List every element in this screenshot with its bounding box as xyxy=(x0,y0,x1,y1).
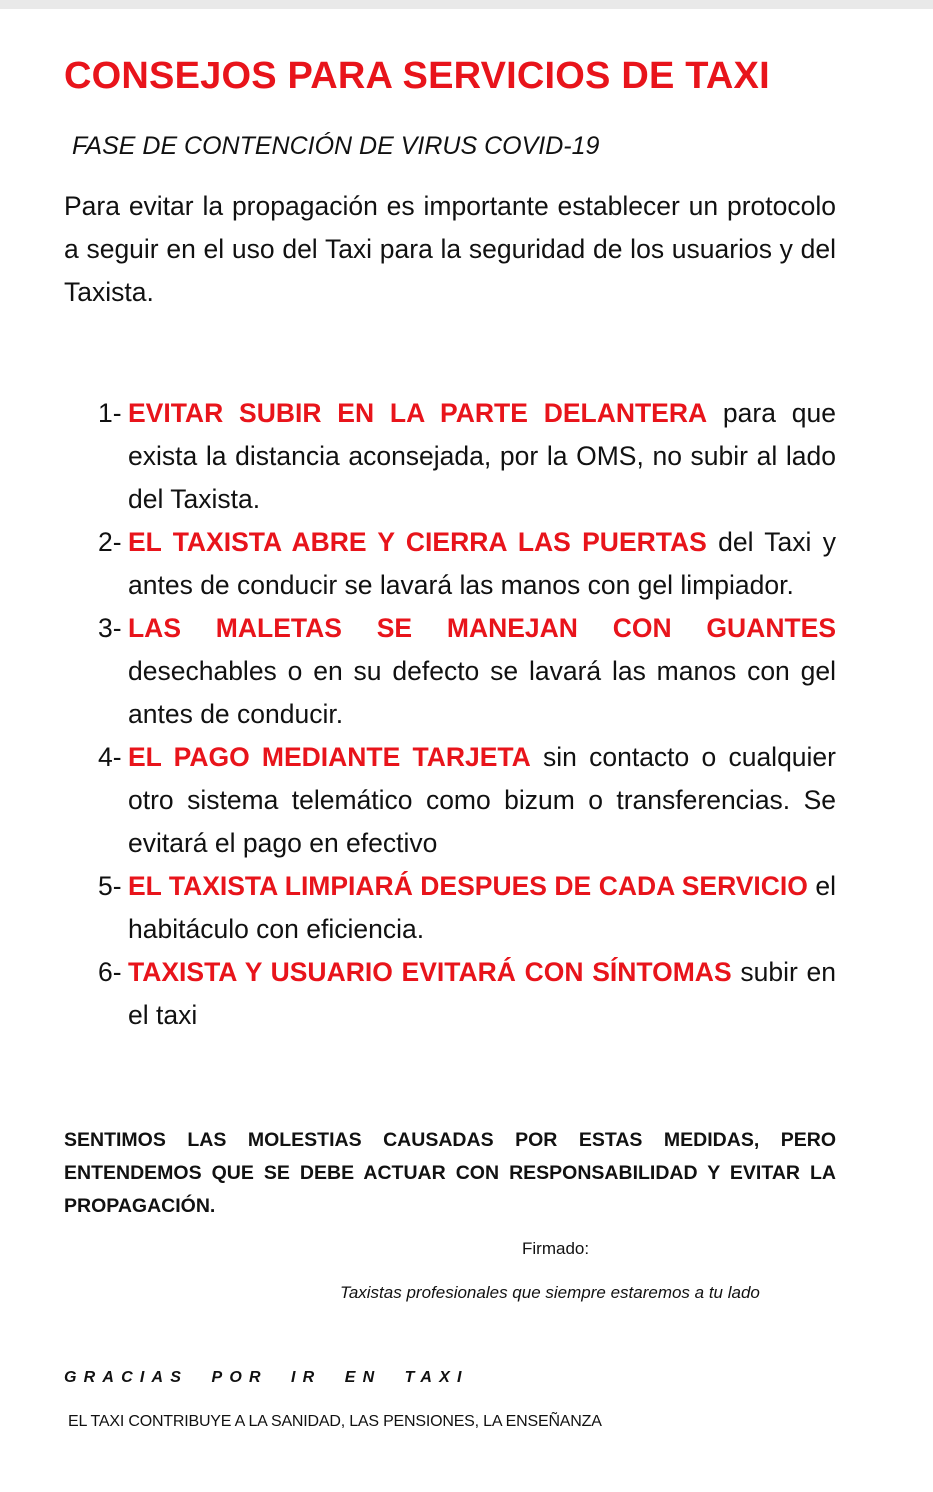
page-title: CONSEJOS PARA SERVICIOS DE TAXI xyxy=(64,55,770,97)
item-highlight: EL TAXISTA ABRE Y CIERRA LAS PUERTAS xyxy=(128,527,707,557)
list-item xyxy=(98,607,836,736)
item-highlight: LAS MALETAS SE MANEJAN CON GUANTES xyxy=(128,613,836,643)
item-text: subir en el taxi xyxy=(128,957,836,1030)
item-highlight: TAXISTA Y USUARIO EVITARÁ CON SÍNTOMAS xyxy=(128,957,732,987)
footer-note: EL TAXI CONTRIBUYE A LA SANIDAD, LAS PENSIONES, LA ENSEÑANZA xyxy=(68,1413,602,1430)
list-item xyxy=(98,865,836,951)
list-item xyxy=(98,392,836,521)
signed-label: Firmado: xyxy=(522,1239,590,1258)
item-highlight: EL PAGO MEDIANTE TARJETA xyxy=(128,742,531,772)
closing-statement: SENTIMOS LAS MOLESTIAS CAUSADAS POR ESTAS MEDIDAS, PERO ENTENDEMOS QUE SE DEBE ACTUAR CON RESPONSABILIDAD Y EVITAR LA PROPAGACIÓN. xyxy=(64,1129,836,1217)
item-number: 5- xyxy=(98,871,122,901)
intro-paragraph: Para evitar la propagación es importante establecer un protocolo a seguir en el uso del Taxi para la seguridad de los usuarios y del Taxista. xyxy=(64,191,836,307)
item-text: para que exista la distancia aconsejada, por la OMS, no subir al lado del Taxista. xyxy=(128,398,836,514)
top-bar xyxy=(0,0,933,9)
thanks-line: GRACIAS POR IR EN TAXI xyxy=(64,1369,469,1386)
item-text: sin contacto o cualquier otro sistema telemático como bizum o transferencias. Se evitará el pago en efectivo xyxy=(128,742,836,858)
item-highlight: EVITAR SUBIR EN LA PARTE DELANTERA xyxy=(128,398,708,428)
advice-list xyxy=(98,392,836,1037)
list-item xyxy=(98,736,836,865)
list-item xyxy=(98,951,836,1037)
item-number: 4- xyxy=(98,742,122,772)
item-number: 2- xyxy=(98,527,122,557)
item-text: del Taxi y antes de conducir se lavará las manos con gel limpiador. xyxy=(128,527,836,600)
item-text: el habitáculo con eficiencia. xyxy=(128,871,836,944)
signature-text: Taxistas profesionales que siempre estaremos a tu lado xyxy=(340,1283,760,1302)
item-number: 3- xyxy=(98,613,122,643)
item-text: desechables o en su defecto se lavará las manos con gel antes de conducir. xyxy=(128,656,836,729)
page-subtitle: FASE DE CONTENCIÓN DE VIRUS COVID-19 xyxy=(72,132,600,160)
list-item xyxy=(98,521,836,607)
item-number: 6- xyxy=(98,957,122,987)
item-number: 1- xyxy=(98,398,122,428)
item-highlight: EL TAXISTA LIMPIARÁ DESPUES DE CADA SERVICIO xyxy=(128,871,808,901)
